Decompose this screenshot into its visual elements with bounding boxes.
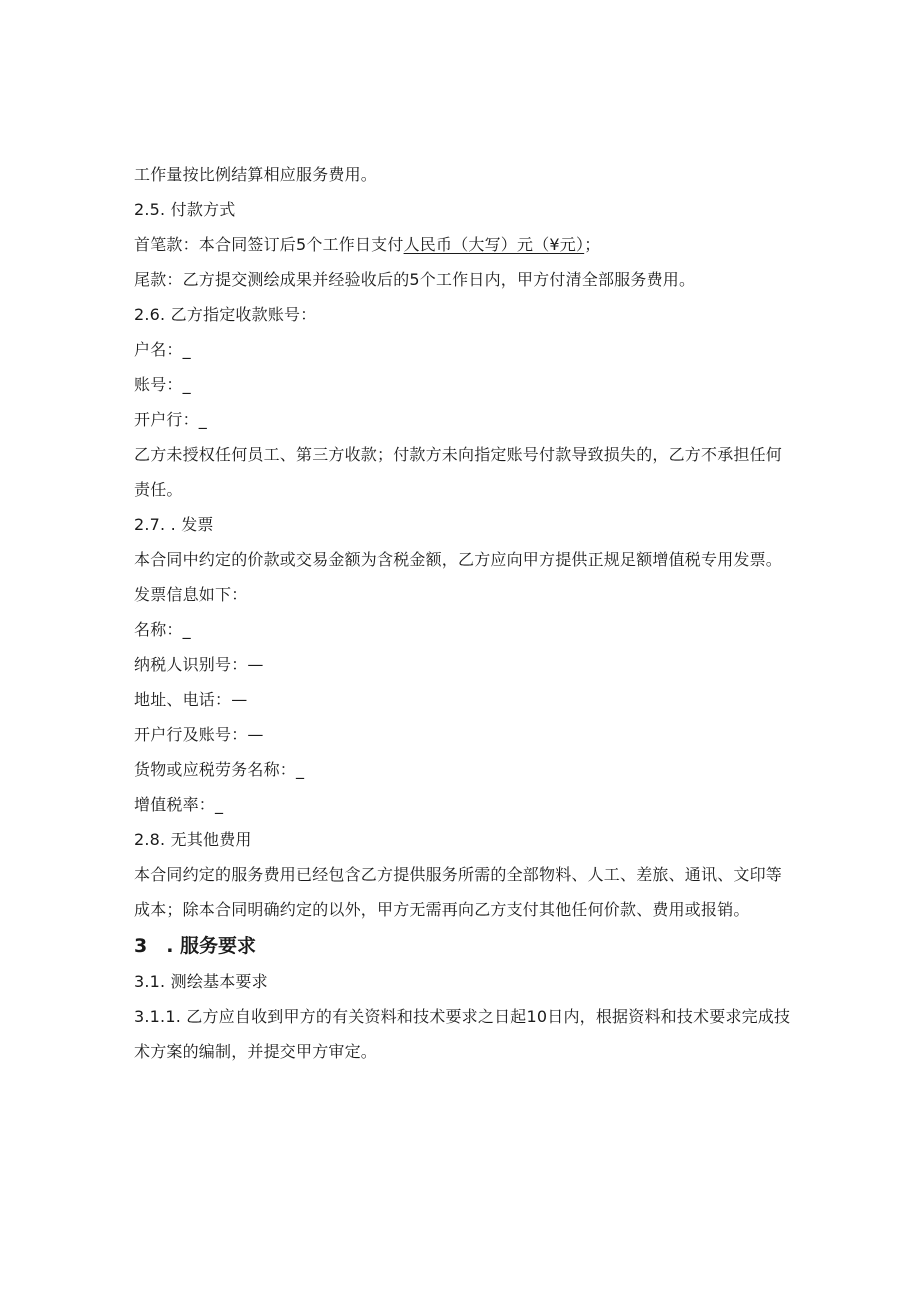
paragraph-3-1-1: 3.1.1. 乙方应自收到甲方的有关资料和技术要求之日起10日内，根据资料和技术要求完成技术方案的编制，并提交甲方审定。 <box>134 1007 791 1061</box>
bank-account-field: 开户行及账号：— <box>134 725 264 744</box>
bank-field: 开户行：_ <box>134 410 208 429</box>
document-body <box>134 157 794 1069</box>
section-2-8-title: 2.8. 无其他费用 <box>134 830 252 849</box>
paragraph-no-other-fees: 本合同约定的服务费用已经包含乙方提供服务所需的全部物料、人工、差旅、通讯、文印等成本；除本合同明确约定的以外，甲方无需再向乙方支付其他任何价款、费用或报销。 <box>134 865 783 919</box>
account-number-field: 账号：_ <box>134 375 191 394</box>
vat-rate-field: 增值税率：_ <box>134 795 224 814</box>
section-2-7-title: 2.7. . 发票 <box>134 515 214 534</box>
first-payment-text: 首笔款：本合同签订后5个工作日支付 <box>134 235 404 254</box>
goods-service-name-field: 货物或应税劳务名称：_ <box>134 760 305 779</box>
paragraph-no-authorization: 乙方未授权任何员工、第三方收款；付款方未向指定账号付款导致损失的，乙方不承担任何责任。 <box>134 445 783 499</box>
invoice-name-field: 名称：_ <box>134 620 191 639</box>
paragraph-invoice: 本合同中约定的价款或交易金额为含税金额，乙方应向甲方提供正规足额增值税专用发票。发票信息如下： <box>134 550 783 604</box>
account-name-field: 户名：_ <box>134 340 191 359</box>
address-phone-field: 地址、电话：— <box>134 690 248 709</box>
paragraph-settlement: 工作量按比例结算相应服务费用。 <box>134 165 378 184</box>
section-3-heading: 3 . 服务要求 <box>134 935 257 957</box>
first-payment-line <box>134 227 794 262</box>
taxpayer-id-field: 纳税人识别号：— <box>134 655 264 674</box>
first-payment-amount: 人民币（大写）元（¥元） <box>403 235 585 254</box>
section-3-1-title: 3.1. 测绘基本要求 <box>134 972 268 991</box>
final-payment-line: 尾款：乙方提交测绘成果并经验收后的5个工作日内，甲方付清全部服务费用。 <box>134 270 696 289</box>
section-2-6-title: 2.6. 乙方指定收款账号： <box>134 305 317 324</box>
section-2-5-title: 2.5. 付款方式 <box>134 200 236 219</box>
first-payment-end: ； <box>584 235 601 254</box>
